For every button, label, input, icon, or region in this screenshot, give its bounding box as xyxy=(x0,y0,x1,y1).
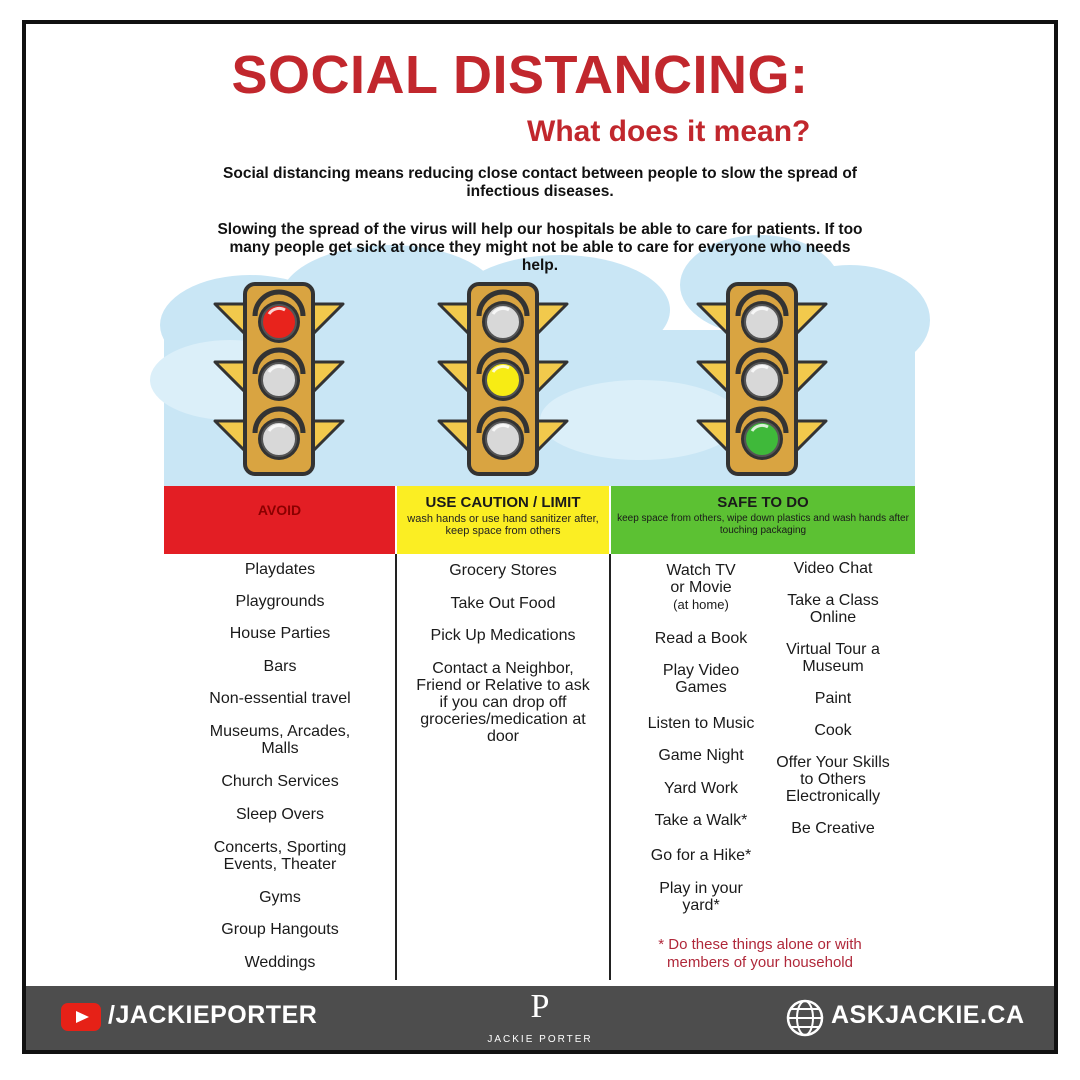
unlit-lamp xyxy=(486,422,520,456)
safe-item: Virtual Tour a Museum xyxy=(786,641,880,675)
caution-item: Grocery Stores xyxy=(449,562,557,579)
avoid-item: House Parties xyxy=(229,625,331,642)
traffic-light xyxy=(439,284,567,474)
intro-paragraph: Social distancing means reducing close contact between people to slow the spread of infectious diseases. xyxy=(223,165,857,200)
safe-item xyxy=(636,562,766,613)
unlit-lamp xyxy=(262,363,296,397)
avoid-header xyxy=(164,486,395,554)
safe-item: Cook xyxy=(814,722,852,739)
globe-icon xyxy=(785,998,825,1038)
safe-header xyxy=(611,486,915,554)
safe-item: Yard Work xyxy=(663,780,739,797)
safe-item: Play Video Games xyxy=(662,662,740,696)
safe-item: Take a Class Online xyxy=(787,592,879,626)
unlit-lamp xyxy=(486,305,520,339)
avoid-title: AVOID xyxy=(257,502,302,518)
safe-item-note: (at home) xyxy=(673,597,729,612)
caution-item: Contact a Neighbor, Friend or Relative to ask if you can drop off groceries/medication at door xyxy=(416,660,590,745)
footer-bar xyxy=(26,986,1054,1050)
safe-title: SAFE TO DO xyxy=(717,494,809,511)
page-title: SOCIAL DISTANCING: xyxy=(231,45,809,105)
avoid-item: Playdates xyxy=(244,561,316,578)
safe-item: Video Chat xyxy=(793,560,873,577)
safe-item: Game Night xyxy=(658,747,744,764)
avoid-item: Museums, Arcades, Malls xyxy=(209,723,351,757)
avoid-item: Concerts, Sporting Events, Theater xyxy=(213,839,347,873)
lit-lamp xyxy=(486,363,520,397)
website-link[interactable]: ASKJACKIE.CA xyxy=(831,1001,1025,1029)
avoid-item: Gyms xyxy=(259,889,301,906)
avoid-item: Non-essential travel xyxy=(209,690,351,707)
safe-item: Take a Walk* xyxy=(654,812,748,829)
page-subtitle: What does it mean? xyxy=(527,115,811,148)
safe-item: Play in your yard* xyxy=(659,880,743,914)
safe-item: Read a Book xyxy=(654,630,748,647)
unlit-lamp xyxy=(745,363,779,397)
column-divider xyxy=(609,554,611,980)
avoid-item: Sleep Overs xyxy=(235,806,325,823)
logo-letter: P xyxy=(530,988,550,1025)
avoid-item: Weddings xyxy=(244,954,316,971)
safe-item: Go for a Hike* xyxy=(650,847,752,864)
traffic-light xyxy=(698,284,826,474)
lit-lamp xyxy=(745,422,779,456)
avoid-item: Bars xyxy=(263,658,297,675)
avoid-item: Playgrounds xyxy=(235,593,325,610)
logo-name: JACKIE PORTER xyxy=(487,1034,593,1045)
traffic-light xyxy=(215,284,343,474)
youtube-handle[interactable]: /JACKIEPORTER xyxy=(108,1001,318,1029)
caution-title: USE CAUTION / LIMIT xyxy=(425,494,581,511)
explanation-paragraph: Slowing the spread of the virus will help our hospitals be able to care for patients. If too many people get sick at once they might not be able to care for everyone who needs help. xyxy=(217,221,863,274)
unlit-lamp xyxy=(745,305,779,339)
unlit-lamp xyxy=(262,422,296,456)
avoid-item: Church Services xyxy=(221,773,339,790)
household-footnote: * Do these things alone or with members of your household xyxy=(658,936,862,971)
safe-item: Listen to Music xyxy=(647,715,755,732)
caution-item: Take Out Food xyxy=(450,595,556,612)
safe-subtitle: keep space from others, wipe down plastics and wash hands after touching packaging xyxy=(617,513,909,536)
safe-item-label: Watch TV or Movie xyxy=(666,562,736,596)
safe-item: Offer Your Skills to Others Electronically xyxy=(776,754,890,805)
column-divider xyxy=(395,554,397,980)
caution-item: Pick Up Medications xyxy=(430,627,576,644)
lit-lamp xyxy=(262,305,296,339)
caution-subtitle: wash hands or use hand sanitizer after, keep space from others xyxy=(407,513,599,537)
avoid-item: Group Hangouts xyxy=(221,921,339,938)
safe-item: Be Creative xyxy=(791,820,875,837)
caution-header xyxy=(397,486,609,554)
safe-item: Paint xyxy=(814,690,852,707)
